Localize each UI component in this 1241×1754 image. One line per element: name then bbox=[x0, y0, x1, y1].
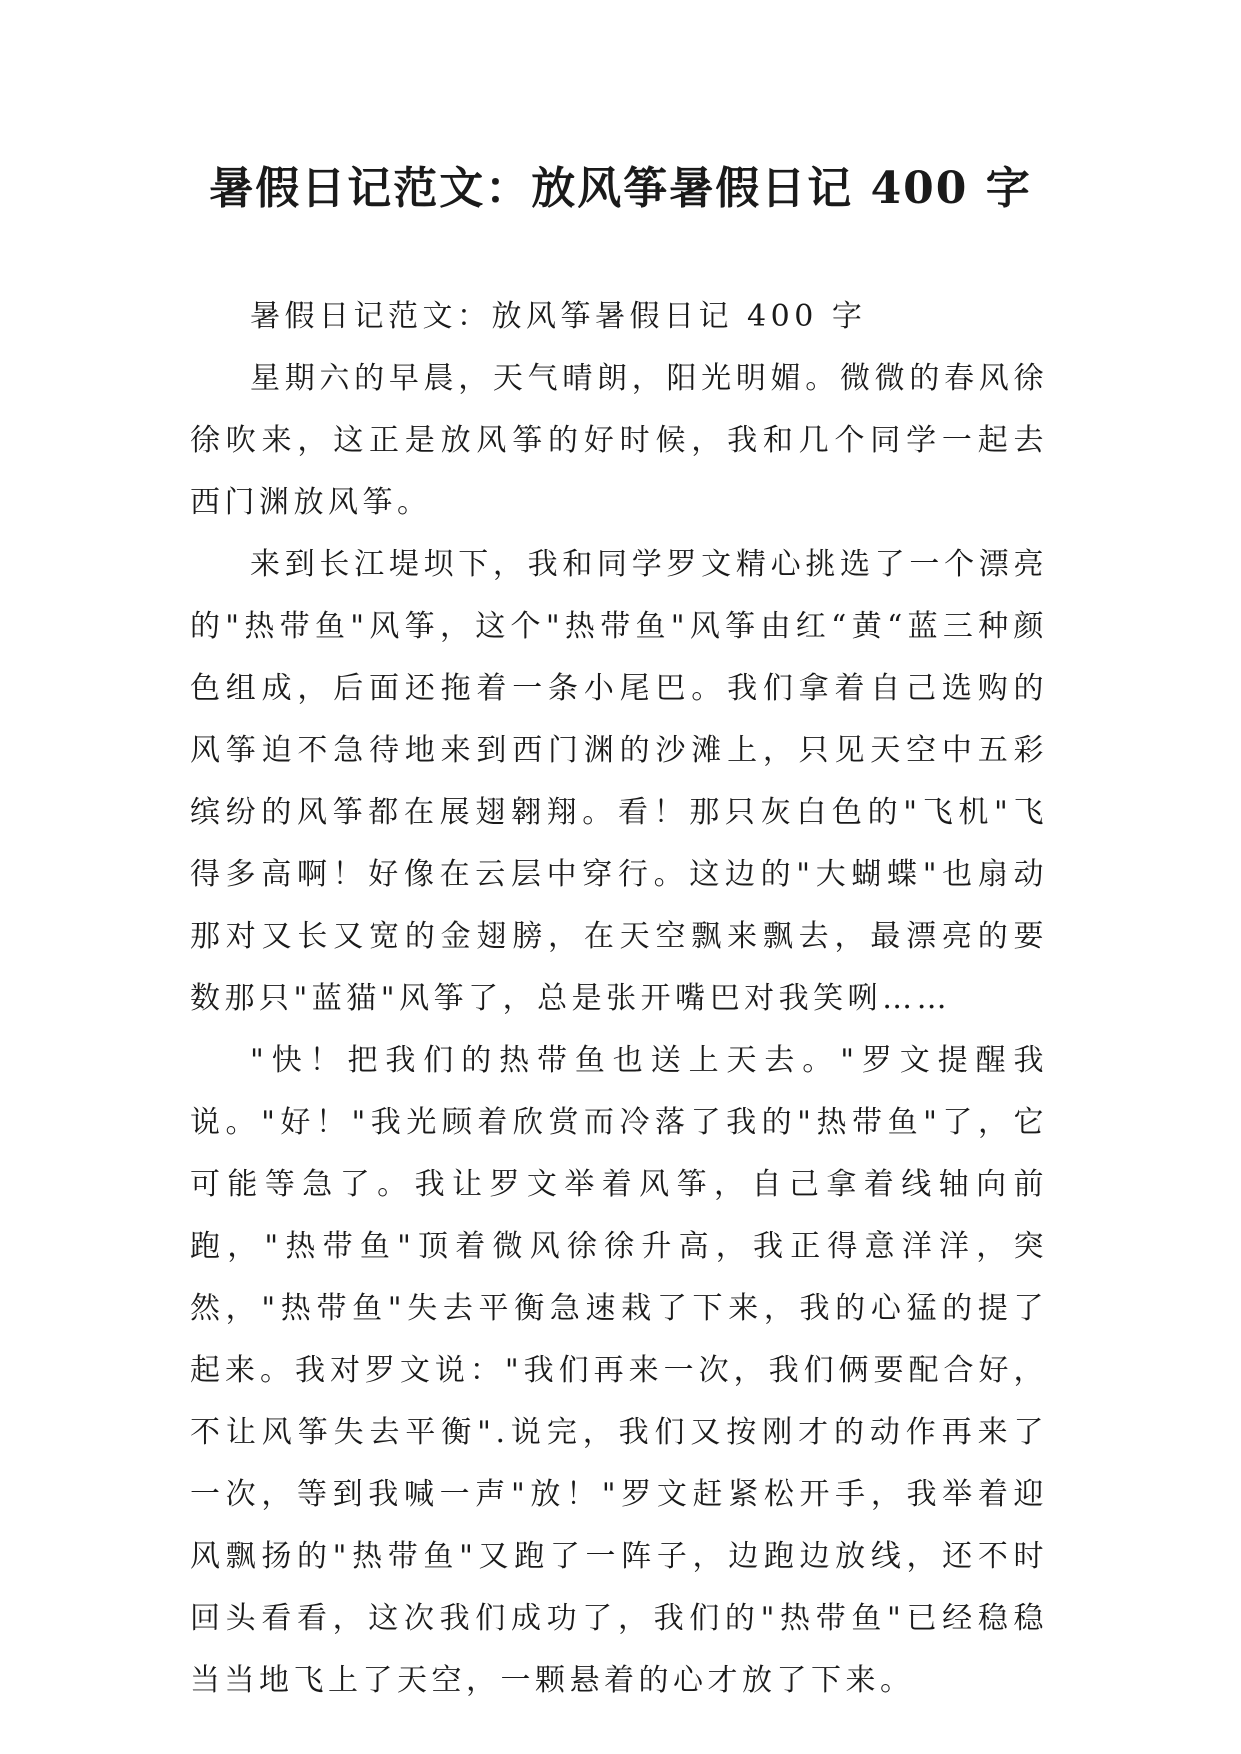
paragraph: 星期六的早晨，天气晴朗，阳光明媚。微微的春风徐徐吹来，这正是放风筝的好时候，我和几个同学一起去西门渊放风筝。 bbox=[190, 361, 1048, 520]
document-title: 暑假日记范文：放风筝暑假日记 400 字 bbox=[209, 163, 1032, 214]
document-body bbox=[190, 286, 1048, 1712]
paragraph-heading: 暑假日记范文：放风筝暑假日记 400 字 bbox=[250, 299, 867, 334]
paragraph: "快！把我们的热带鱼也送上天去。"罗文提醒我说。"好！"我光顾着欣赏而冷落了我的"热带鱼"了，它可能等急了。我让罗文举着风筝，自己拿着线轴向前跑，"热带鱼"顶着微风徐徐升高，我正得意洋洋，突然，"热带鱼"失去平衡急速栽了下来，我的心猛的提了起来。我对罗文说："我们再来一次，我们俩要配合好，不让风筝失去平衡".说完，我们又按刚才的动作再来了一次，等到我喊一声"放！"罗文赶紧松开手，我举着迎风飘扬的"热带鱼"又跑了一阵子，边跑边放线，还不时回头看看，这次我们成功了，我们的"热带鱼"已经稳稳当当地飞上了天空，一颗悬着的心才放了下来。 bbox=[190, 1043, 1048, 1698]
paragraph: 来到长江堤坝下，我和同学罗文精心挑选了一个漂亮的"热带鱼"风筝，这个"热带鱼"风筝由红“黄“蓝三种颜色组成，后面还拖着一条小尾巴。我们拿着自己选购的风筝迫不急待地来到西门渊的沙滩上，只见天空中五彩缤纷的风筝都在展翅翱翔。看！那只灰白色的"飞机"飞得多高啊！好像在云层中穿行。这边的"大蝴蝶"也扇动那对又长又宽的金翅膀，在天空飘来飘去，最漂亮的要数那只"蓝猫"风筝了，总是张开嘴巴对我笑咧…… bbox=[190, 547, 1048, 1016]
